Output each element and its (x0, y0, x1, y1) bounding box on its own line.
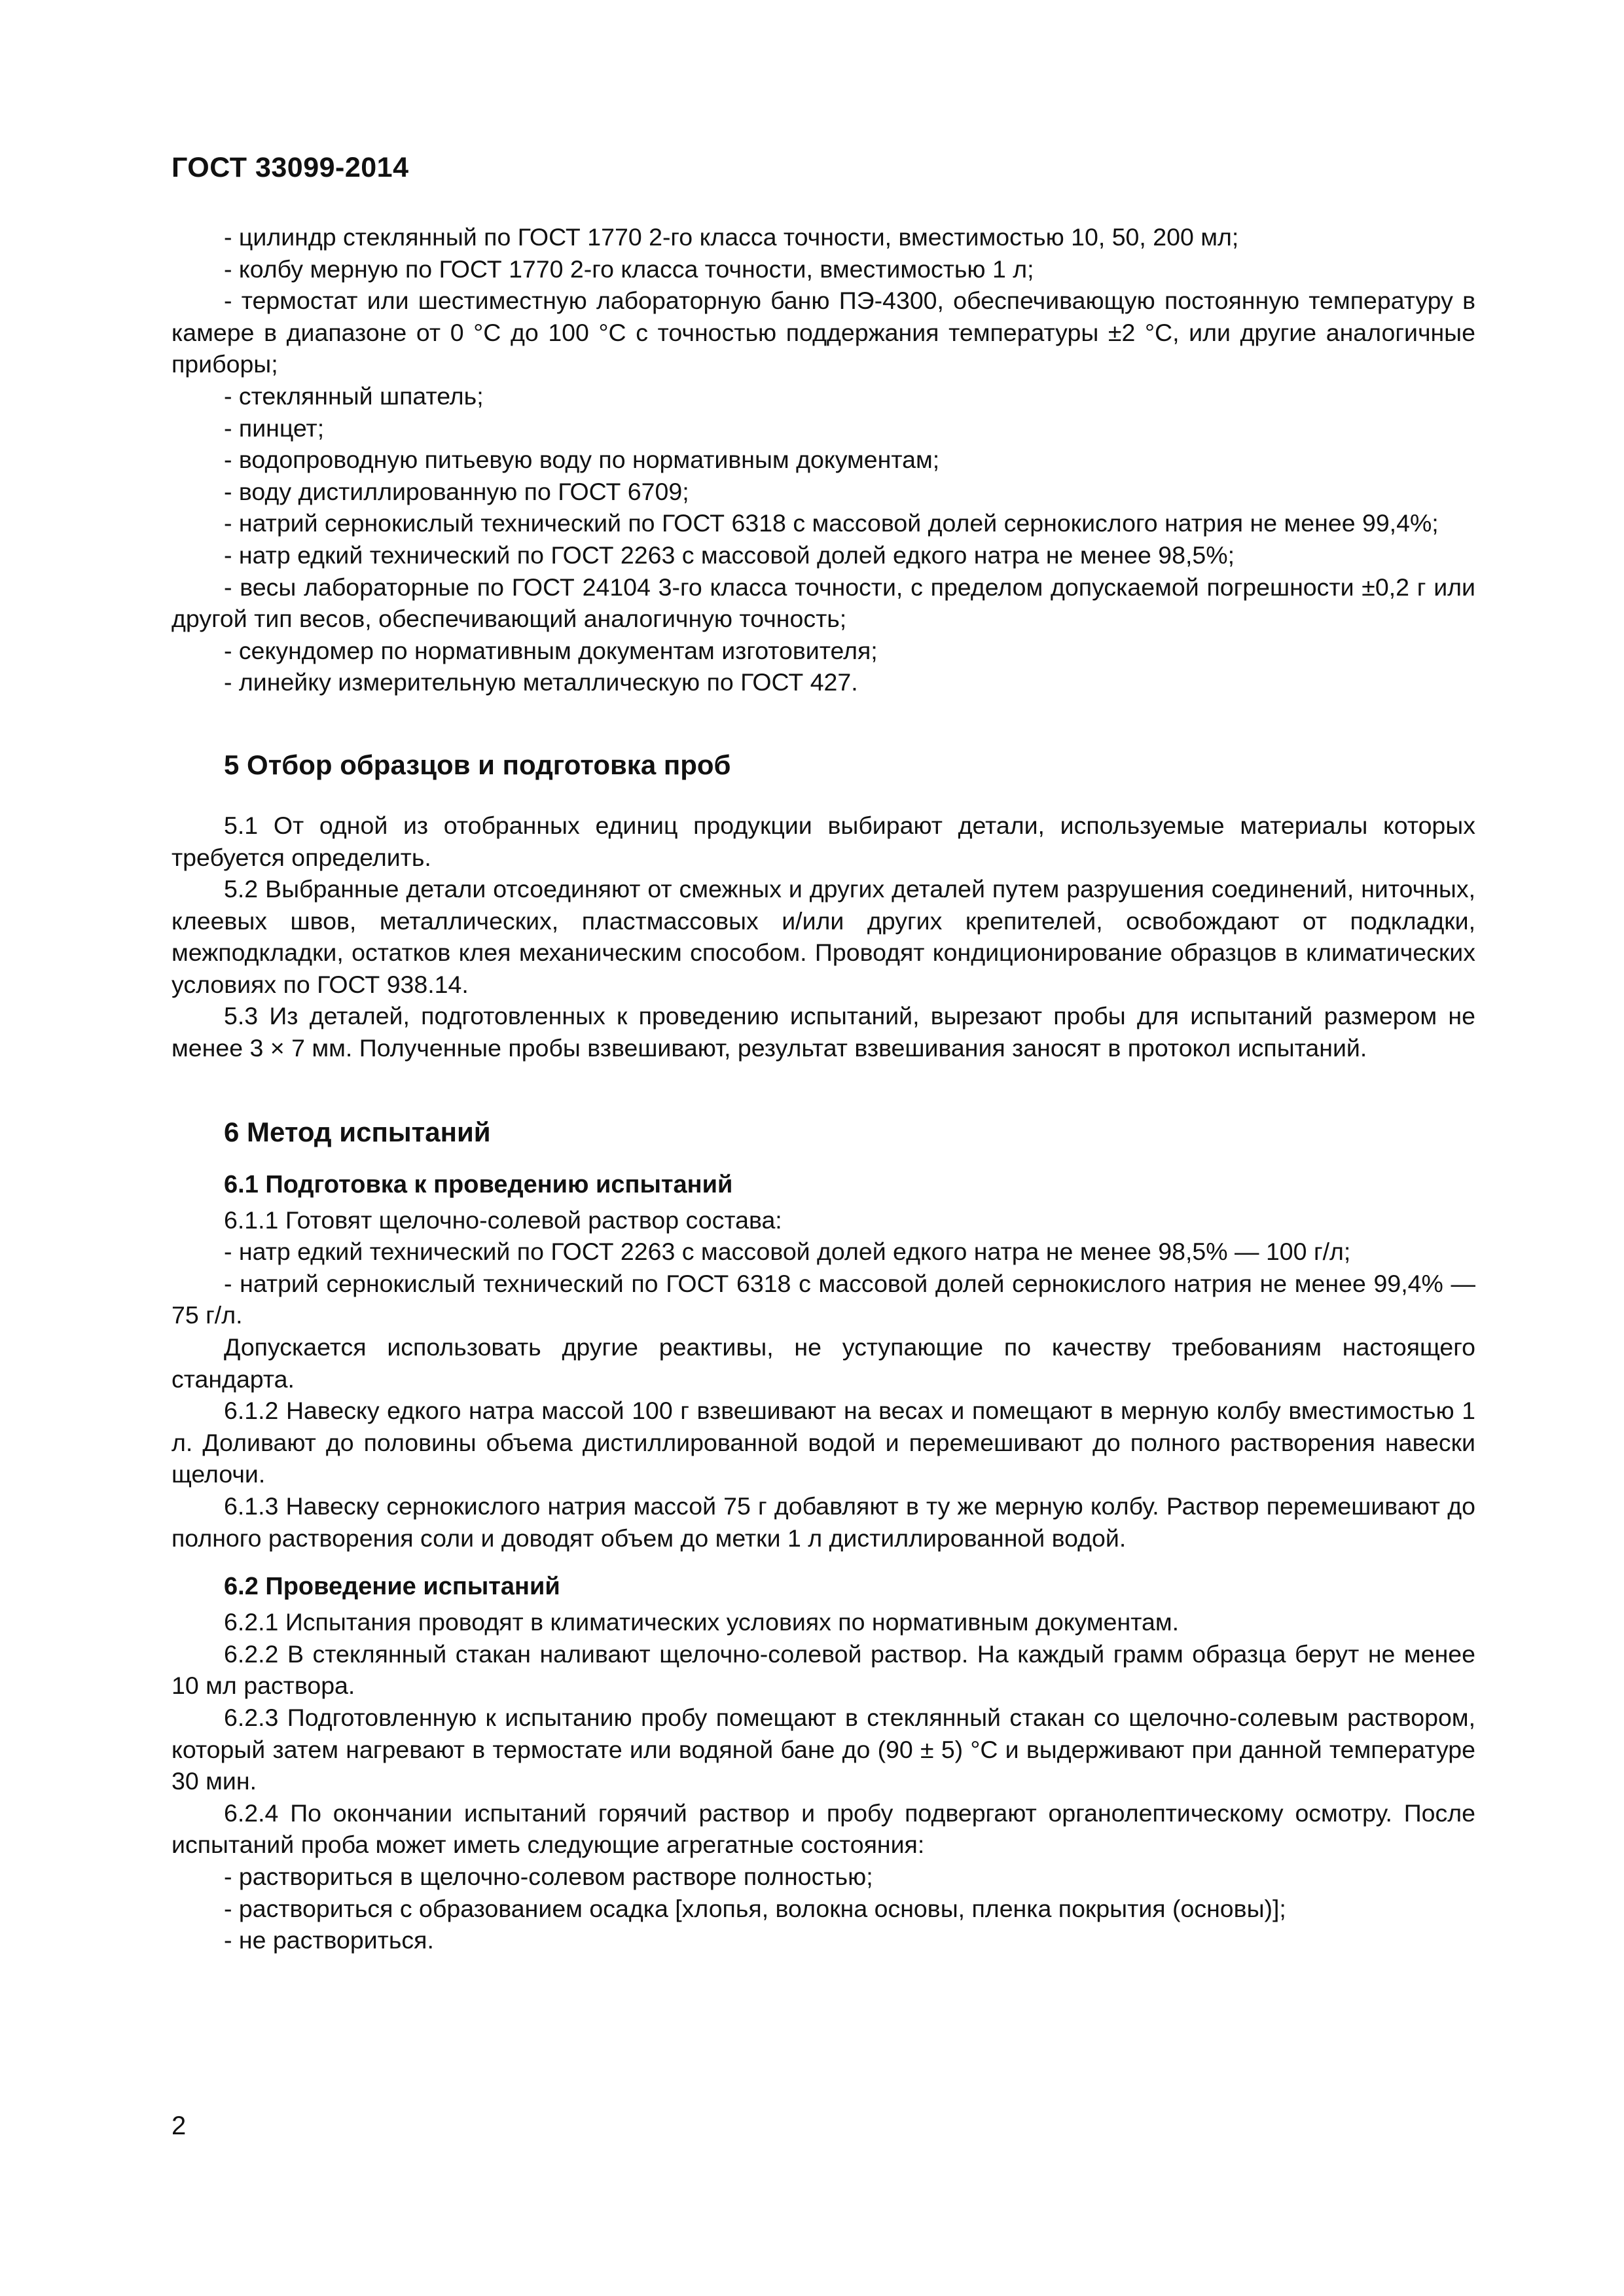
paragraph-5-1: 5.1 От одной из отобранных единиц продукции выбирают детали, используемые материалы которых требуется определить. (171, 811, 1475, 871)
page-number: 2 (171, 2111, 187, 2140)
list-item: - стеклянный шпатель; (224, 382, 484, 410)
list-item: - водопроводную питьевую воду по нормативным документам; (224, 446, 940, 474)
section-heading-5: 5 Отбор образцов и подготовка проб (224, 749, 731, 780)
paragraph-6-2-2: 6.2.2 В стеклянный стакан наливают щелочно-солевой раствор. На каждый грамм образца берут не менее 10 мл раствора. (171, 1640, 1475, 1700)
paragraph-6-1-2: 6.1.2 Навеску едкого натра массой 100 г взвешивают на весах и помещают в мерную колбу вместимостью 1 л. Доливают до половины объема дистиллированной водой и перемешивают до полного растворения навески щелочи. (171, 1397, 1475, 1488)
list-item: - натр едкий технический по ГОСТ 2263 с массовой долей едкого натра не менее 98,5% — 100 г/л; (224, 1238, 1351, 1266)
list-item: - весы лабораторные по ГОСТ 24104 3-го класса точности, с пределом допускаемой погрешности ±0,2 г или другой тип весов, обеспечивающий аналогичную точность; (171, 573, 1475, 633)
list-item: - секундомер по нормативным документам изготовителя; (224, 636, 878, 664)
list-item: - колбу мерную по ГОСТ 1770 2-го класса точности, вместимостью 1 л; (224, 255, 1034, 283)
list-item: - натр едкий технический по ГОСТ 2263 с массовой долей едкого натра не менее 98,5%; (224, 541, 1235, 569)
list-item: - термостат или шестиместную лабораторную баню ПЭ-4300, обеспечивающую постоянную температуру в камере в диапазоне от 0 °С до 100 °С с точностью поддержания температуры ±2 °С, или другие аналогичные приборы; (171, 287, 1475, 378)
paragraph-6-1-3: 6.1.3 Навеску сернокислого натрия массой 75 г добавляют в ту же мерную колбу. Раствор перемешивают до полного растворения соли и доводят объем до метки 1 л дистиллированной водой. (171, 1492, 1475, 1552)
document-header: ГОСТ 33099-2014 (171, 152, 409, 183)
subsection-heading-6-1: 6.1 Подготовка к проведению испытаний (224, 1170, 733, 1198)
document-body (171, 221, 1475, 1956)
section-heading-6: 6 Метод испытаний (224, 1116, 491, 1147)
list-item: - воду дистиллированную по ГОСТ 6709; (224, 477, 689, 505)
paragraph-6-2-3: 6.2.3 Подготовленную к испытанию пробу помещают в стеклянный стакан со щелочно-солевым раствором, который затем нагревают в термостате или водяной бане до (90 ± 5) °С и выдерживают при данной температуре 30 мин. (171, 1703, 1475, 1795)
list-item: - линейку измерительную металлическую по ГОСТ 427. (224, 668, 858, 696)
subsection-heading-6-2: 6.2 Проведение испытаний (224, 1573, 560, 1601)
paragraph-5-3: 5.3 Из деталей, подготовленных к проведению испытаний, вырезают пробы для испытаний размером не менее 3 × 7 мм. Полученные пробы взвешивают, результат взвешивания заносят в протокол испытаний. (171, 1002, 1475, 1062)
list-item: - раствориться в щелочно-солевом растворе полностью; (224, 1862, 873, 1890)
paragraph-6-2-4: 6.2.4 По окончании испытаний горячий раствор и пробу подвергают органолептическому осмотру. После испытаний проба может иметь следующие агрегатные состояния: (171, 1799, 1475, 1859)
list-item: - натрий сернокислый технический по ГОСТ 6318 с массовой долей сернокислого натрия не менее 99,4%; (224, 509, 1439, 537)
list-item: - цилиндр стеклянный по ГОСТ 1770 2-го класса точности, вместимостью 10, 50, 200 мл; (224, 223, 1239, 251)
paragraph-6-1-1: 6.1.1 Готовят щелочно-солевой раствор состава: (224, 1206, 782, 1234)
list-item: - натрий сернокислый технический по ГОСТ 6318 с массовой долей сернокислого натрия не менее 99,4% — 75 г/л. (171, 1269, 1475, 1329)
paragraph-6-2-1: 6.2.1 Испытания проводят в климатических условиях по нормативным документам. (224, 1608, 1180, 1636)
paragraph-5-2: 5.2 Выбранные детали отсоединяют от смежных и других деталей путем разрушения соединений, ниточных, клеевых швов, металлических, пластмассовых и/или других крепителей, освобождают от подкладки, межподкладки, остатков клея механическим способом. Проводят кондиционирование образцов в климатических условиях по ГОСТ 938.14. (171, 875, 1475, 998)
paragraph-note: Допускается использовать другие реактивы, не уступающие по качеству требованиям настоящего стандарта. (171, 1333, 1475, 1393)
list-item: - не раствориться. (224, 1926, 434, 1954)
list-item: - пинцет; (224, 414, 325, 442)
list-item: - раствориться с образованием осадка [хлопья, волокна основы, пленка покрытия (основы)]; (224, 1894, 1286, 1922)
